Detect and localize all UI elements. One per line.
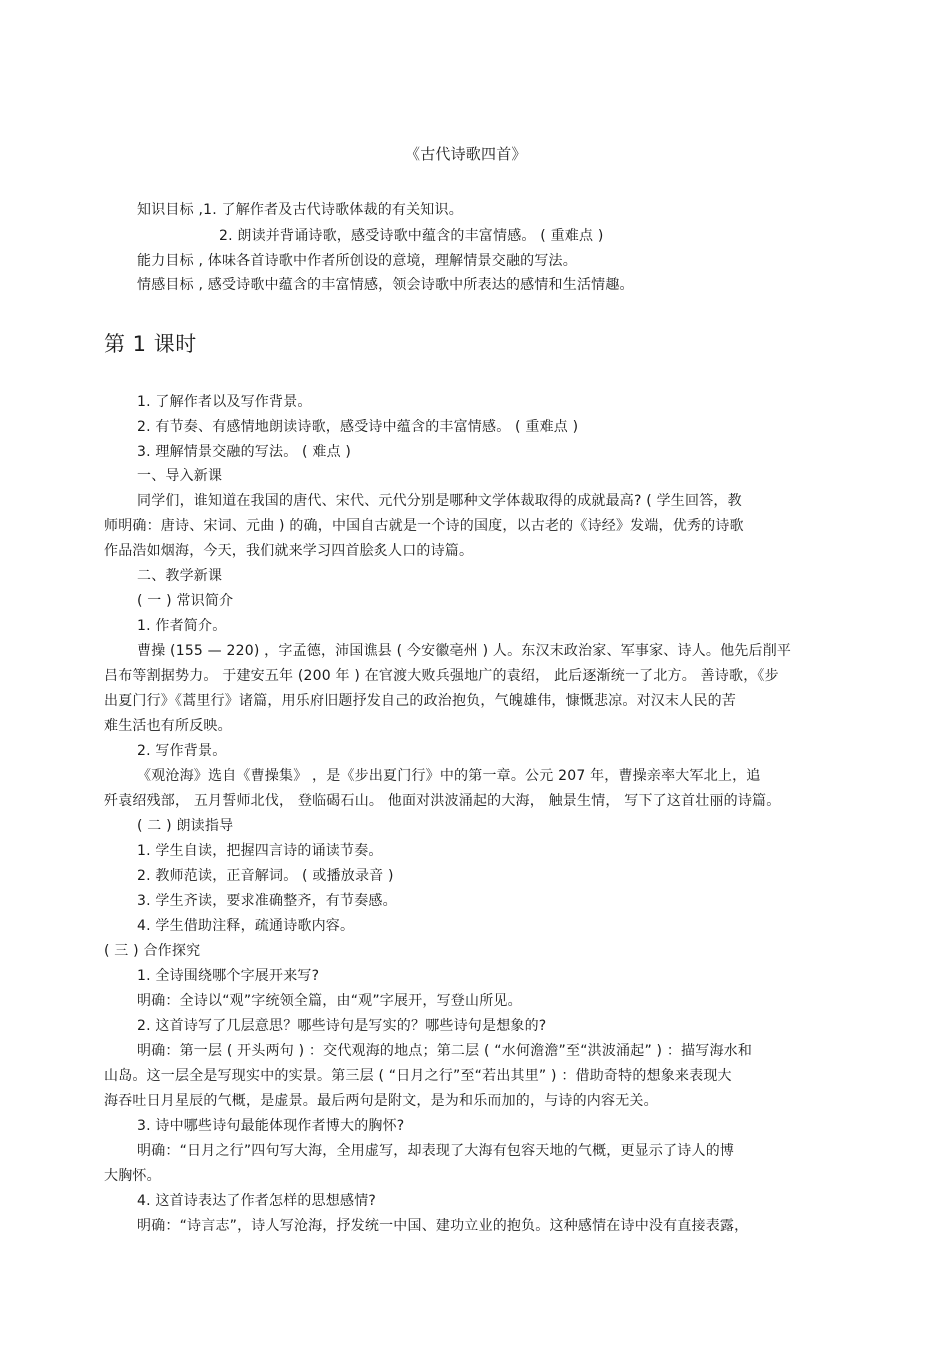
subsection-heading: ( 三 ) 合作探究 xyxy=(104,943,201,959)
body-line: 《观沧海》选自《曹操集》 ，是《步出夏门行》中的第一章。公元 207 年，曹操亲率大军北上，追 xyxy=(137,768,761,784)
goal-line: 2. 有节奏、有感情地朗读诗歌，感受诗中蕴含的丰富情感。 ( 重难点 ) xyxy=(137,419,579,435)
body-line: 吕布等割据势力。 于建安五年 (200 年 ) 在官渡大败兵强地广的袁绍， 此后逐渐统一了北方。 善诗歌，《步 xyxy=(104,668,779,684)
answer-line: 明确：“诗言志”，诗人写沧海，抒发统一中国、建功立业的抱负。这种感情在诗中没有直接表露， xyxy=(137,1218,749,1234)
list-item: 2. 写作背景。 xyxy=(137,743,227,759)
subsection-heading: ( 二 ) 朗读指导 xyxy=(137,818,234,834)
body-line: 歼袁绍残部， 五月誓师北伐， 登临碣石山。 他面对洪波涌起的大海， 触景生情， 写下了这首壮丽的诗篇。 xyxy=(104,793,781,809)
list-item: 2. 教师范读，正音解词。 ( 或播放录音 ) xyxy=(137,868,394,884)
list-item: 1. 学生自读，把握四言诗的诵读节奏。 xyxy=(137,843,383,859)
section-heading-teaching: 二、教学新课 xyxy=(137,568,223,584)
body-line: 难生活也有所反映。 xyxy=(104,718,232,734)
body-line: 曹操 (155 — 220) ，字孟德，沛国谯县 ( 今安徽亳州 ) 人。东汉末政治家、军事家、诗人。他先后削平 xyxy=(137,643,792,659)
objective-ability: 能力目标 , 体味各首诗歌中作者所创设的意境，理解情景交融的写法。 xyxy=(137,253,577,269)
list-item: 4. 学生借助注释，疏通诗歌内容。 xyxy=(137,918,355,934)
body-line: 出夏门行》《蒿里行》诸篇，用乐府旧题抒发自己的政治抱负，气魄雄伟，慷慨悲凉。对汉末人民的苦 xyxy=(104,693,736,709)
lesson-heading: 第 1 课时 xyxy=(104,332,197,356)
answer-line: 明确：第一层 ( 开头两句 ) ：交代观海的地点；第二层 ( “水何澹澹”至“洪波涌起” ) ：描写海水和 xyxy=(137,1043,753,1059)
document-title: 《古代诗歌四首》 xyxy=(405,145,527,163)
question: 4. 这首诗表达了作者怎样的思想感情? xyxy=(137,1193,377,1209)
question: 3. 诗中哪些诗句最能体现作者博大的胸怀? xyxy=(137,1118,405,1134)
answer-line: 明确：全诗以“观”字统领全篇，由“观”字展开，写登山所见。 xyxy=(137,993,522,1009)
answer-line: 明确：“日月之行”四句写大海，全用虚写，却表现了大海有包容天地的气概，更显示了诗人的博 xyxy=(137,1143,735,1159)
answer-line: 海吞吐日月星辰的气概，是虚景。最后两句是附文，是为和乐而加的，与诗的内容无关。 xyxy=(104,1093,658,1109)
section-heading-intro: 一、导入新课 xyxy=(137,468,223,484)
question: 2. 这首诗写了几层意思？哪些诗句是写实的？哪些诗句是想象的? xyxy=(137,1018,547,1034)
objective-knowledge-1: 知识目标 ,1. 了解作者及古代诗歌体裁的有关知识。 xyxy=(137,202,463,218)
body-line: 师明确：唐诗、宋词、元曲 ) 的确，中国自古就是一个诗的国度，以古老的《诗经》发端，优秀的诗歌 xyxy=(104,518,744,534)
answer-line: 山岛。这一层全是写现实中的实景。第三层 ( “日月之行”至“若出其里” ) ：借助奇特的想象来表现大 xyxy=(104,1068,732,1084)
goal-line: 3. 理解情景交融的写法。 ( 难点 ) xyxy=(137,444,352,460)
objective-knowledge-2: 2. 朗读并背诵诗歌，感受诗歌中蕴含的丰富情感。 ( 重难点 ) xyxy=(219,228,604,244)
subsection-heading: ( 一 ) 常识简介 xyxy=(137,593,234,609)
question: 1. 全诗围绕哪个字展开来写? xyxy=(137,968,320,984)
answer-line: 大胸怀。 xyxy=(104,1168,161,1184)
goal-line: 1. 了解作者以及写作背景。 xyxy=(137,394,312,410)
body-line: 作品浩如烟海，今天，我们就来学习四首脍炙人口的诗篇。 xyxy=(104,543,474,559)
objective-emotion: 情感目标 , 感受诗歌中蕴含的丰富情感，领会诗歌中所表达的感情和生活情趣。 xyxy=(137,277,634,293)
list-item: 1. 作者简介。 xyxy=(137,618,227,634)
body-line: 同学们，谁知道在我国的唐代、宋代、元代分别是哪种文学体裁取得的成就最高? ( 学生回答，教 xyxy=(137,493,742,509)
list-item: 3. 学生齐读，要求准确整齐，有节奏感。 xyxy=(137,893,397,909)
